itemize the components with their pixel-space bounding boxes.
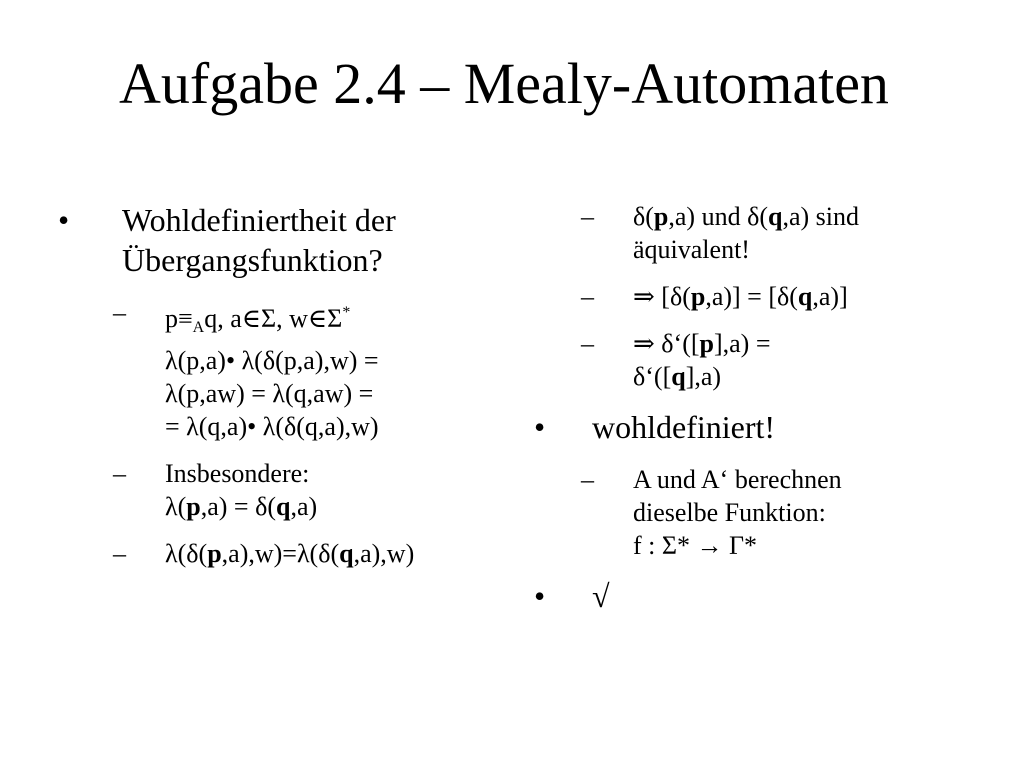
conclusion-text: wohldefiniert! xyxy=(592,409,776,445)
subitem-same-function xyxy=(520,463,1024,562)
formula-text: p≡ xyxy=(165,304,193,333)
formula-bold: q xyxy=(339,539,354,568)
bullet-wohldefiniert xyxy=(520,407,1024,447)
lambda-delta-formula xyxy=(165,537,520,570)
formula-text: q, a∈Σ, w∈Σ xyxy=(204,304,343,333)
class-equality-formula xyxy=(633,280,1024,313)
dash-marker: – xyxy=(581,329,594,358)
formula-bold: q xyxy=(276,492,291,521)
formula-text: ,a)] = [δ( xyxy=(705,282,798,311)
same-function-line-3: f : Σ* → Γ* xyxy=(633,531,758,560)
bullet-check xyxy=(520,576,1024,616)
formula-text: λ( xyxy=(165,492,187,521)
formula-text: ],a) = xyxy=(713,329,771,358)
formula-text: ⇒ δ‘([ xyxy=(633,329,700,358)
formula-bold: p xyxy=(207,539,222,568)
formula-line-2: λ(p,a)• λ(δ(p,a),w) = xyxy=(165,346,379,375)
bullet-marker: • xyxy=(58,202,70,238)
formula-bold: q xyxy=(797,282,813,311)
insbesondere-formula xyxy=(165,490,520,523)
formula-subscript: A xyxy=(192,319,205,336)
subitem-lambda-delta xyxy=(0,537,520,570)
bullet-marker: • xyxy=(534,578,546,614)
right-column xyxy=(520,200,1024,632)
formula-bold: q xyxy=(671,362,686,391)
dash-marker: – xyxy=(581,202,594,231)
formula-line-1 xyxy=(165,296,520,344)
left-column xyxy=(0,200,520,584)
formula-text: ,a)] xyxy=(812,282,848,311)
formula-text: ,a) xyxy=(290,492,318,521)
delta-equivalent-line-2: äquivalent! xyxy=(633,235,750,264)
bullet-marker: • xyxy=(534,409,546,445)
formula-bold: p xyxy=(186,492,201,521)
formula-text: ,a) = δ( xyxy=(200,492,277,521)
subitem-class-equality xyxy=(520,280,1024,313)
formula-text: λ(δ( xyxy=(165,539,208,568)
same-function-line-2: dieselbe Funktion: xyxy=(633,498,826,527)
delta-prime-line-2 xyxy=(633,360,1024,393)
subitem-equivalence-definition xyxy=(0,296,520,443)
formula-bold: q xyxy=(768,202,783,231)
dash-marker: – xyxy=(113,459,126,488)
subitem-insbesondere xyxy=(0,457,520,523)
dash-marker: – xyxy=(113,539,126,568)
formula-text: ⇒ [δ( xyxy=(633,282,691,311)
formula-bold: p xyxy=(653,202,669,231)
dash-marker: – xyxy=(581,465,594,494)
delta-prime-line-1 xyxy=(633,327,1024,360)
insbesondere-label: Insbesondere: xyxy=(165,459,310,488)
formula-text: ,a),w) xyxy=(353,539,415,568)
formula-text: ,a) und δ( xyxy=(668,202,768,231)
heading-line-1: Wohldefiniertheit der xyxy=(122,202,396,238)
formula-line-4: = λ(q,a)• λ(δ(q,a),w) xyxy=(165,412,379,441)
formula-text: δ‘([ xyxy=(633,362,672,391)
formula-text: ],a) xyxy=(685,362,722,391)
subitem-delta-equivalent xyxy=(520,200,1024,266)
bullet-wohldefiniertheit xyxy=(0,200,520,280)
slide-title: Aufgabe 2.4 – Mealy-Automaten xyxy=(119,51,889,116)
delta-equivalent-line-1 xyxy=(633,200,1024,233)
check-mark: √ xyxy=(592,578,610,614)
dash-marker: – xyxy=(113,298,126,327)
formula-superscript: * xyxy=(342,304,351,321)
formula-line-3: λ(p,aw) = λ(q,aw) = xyxy=(165,379,374,408)
formula-text: ,a),w)=λ(δ( xyxy=(221,539,340,568)
formula-bold: p xyxy=(699,329,714,358)
subitem-delta-prime xyxy=(520,327,1024,393)
formula-text: δ( xyxy=(633,202,654,231)
same-function-line-1: A und A‘ berechnen xyxy=(633,465,842,494)
formula-bold: p xyxy=(690,282,706,311)
formula-text: ,a) sind xyxy=(782,202,860,231)
dash-marker: – xyxy=(581,282,594,311)
heading-line-2: Übergangsfunktion? xyxy=(122,242,383,278)
